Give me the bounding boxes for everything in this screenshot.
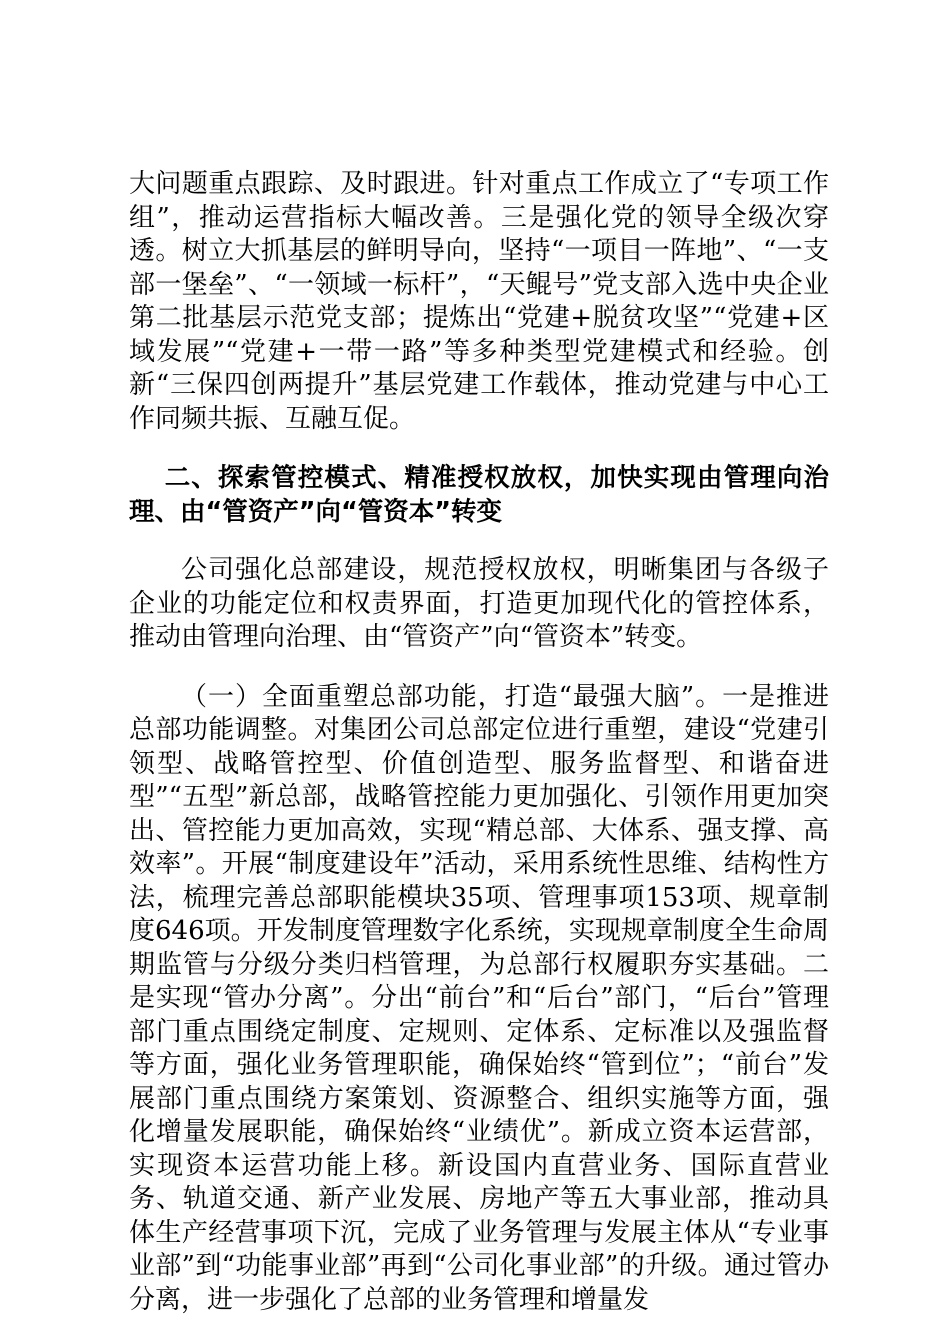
section-heading-2: 二、探索管控模式、精准授权放权，加快实现由管理向治理、由“管资产”向“管资本”转变 (129, 463, 829, 527)
body-paragraph-2: 公司强化总部建设，规范授权放权，明晰集团与各级子企业的功能定位和权责界面，打造更加现代化的管控体系，推动由管理向治理、由“管资产”向“管资本”转变。 (129, 555, 829, 652)
body-paragraph-3: （一）全面重塑总部功能，打造“最强大脑”。一是推进总部功能调整。对集团公司总部定位进行重塑，建设“党建引领型、战略管控型、价值创造型、服务监督型、和谐奋进型”“五型”新总部，战略管控能力更加强化、引领作用更加突出、管控能力更加高效，实现“精总部、大体系、强支撑、高效率”。开展“制度建设年”活动，采用系统性思维、结构性方法，梳理完善总部职能模块35项、管理事项153项、规章制度646项。开发制度管理数字化系统，实现规章制度全生命周期监管与分级分类归档管理，为总部行权履职夯实基础。二是实现“管办分离”。分出“前台”和“后台”部门，“后台”管理部门重点围绕定制度、定规则、定体系、定标准以及强监督等方面，强化业务管理职能，确保始终“管到位”；“前台”发展部门重点围绕方案策划、资源整合、组织实施等方面，强化增量发展职能，确保始终“业绩优”。新成立资本运营部，实现资本运营功能上移。新设国内直营业务、国际直营业务、轨道交通、新产业发展、房地产等五大事业部，推动具体生产经营事项下沉，完成了业务管理与发展主体从“专业事业部”到“功能事业部”再到“公司化事业部”的升级。通过管办分离，进一步强化了总部的业务管理和增量发 (129, 681, 829, 1315)
paragraph-spacer (129, 436, 829, 462)
paragraph-spacer (129, 529, 829, 554)
document-body (129, 168, 829, 1317)
body-paragraph-1: 大问题重点跟踪、及时跟进。针对重点工作成立了“专项工作组”，推动运营指标大幅改善。三是强化党的领导全级次穿透。树立大抓基层的鲜明导向，坚持“一项目一阵地”、“一支部一堡垒”、“一领域一标杆”，“天鲲号”党支部入选中央企业第二批基层示范党支部；提炼出“党建+脱贫攻坚”“党建+区域发展”“党建+一带一路”等多种类型党建模式和经验。创新“三保四创两提升”基层党建工作载体，推动党建与中心工作同频共振、互融互促。 (129, 169, 829, 434)
paragraph-spacer (129, 655, 829, 681)
